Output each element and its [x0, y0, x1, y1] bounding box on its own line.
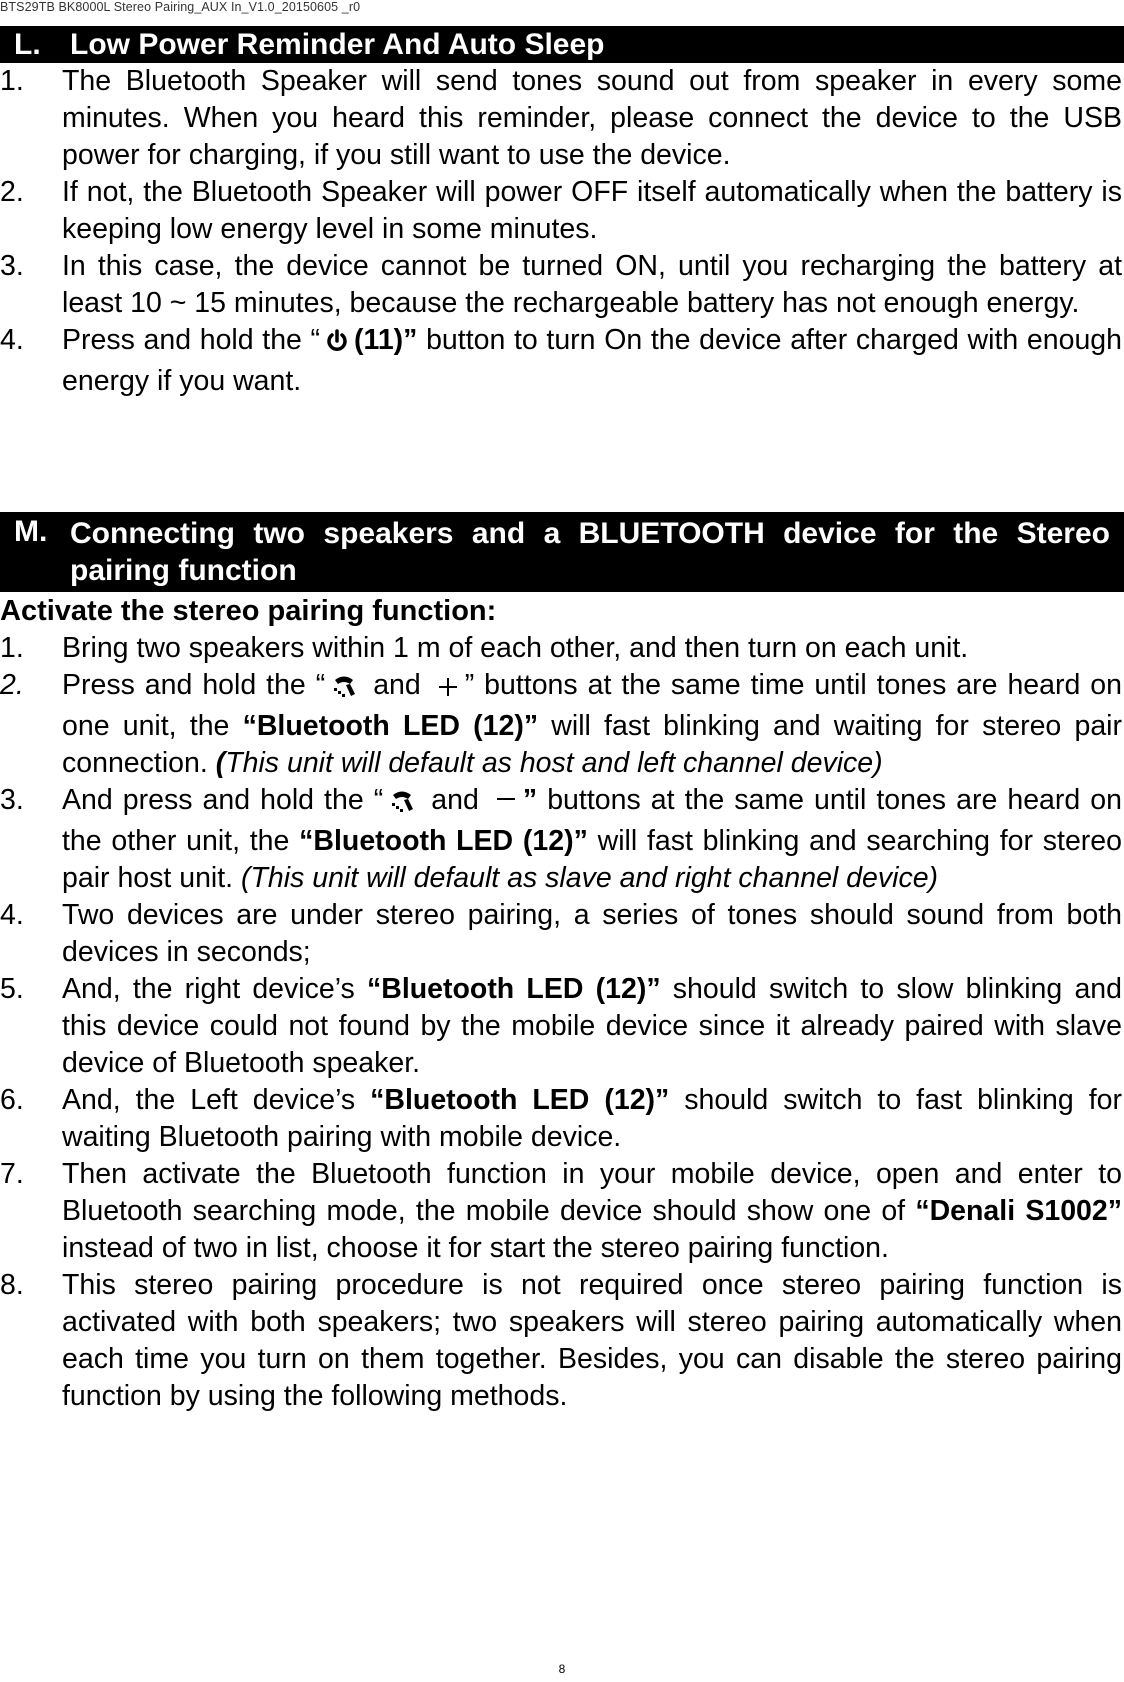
- list-item: 2. Press and hold the “ and ” buttons at the same time until tones are heard on one unit, the “Bluetooth LED (12)” will fast blinking and waiting for stereo pair connection. (This unit will default as host and left channel device): [0, 669, 1122, 779]
- page-number: 8: [558, 1662, 566, 1676]
- phone-icon: [389, 786, 415, 823]
- section-l-title: Low Power Reminder And Auto Sleep: [70, 28, 605, 61]
- section-m-heading: [0, 512, 1124, 592]
- list-item: 7. Then activate the Bluetooth function in your mobile device, open and enter to Bluetooth searching mode, the mobile device should show one of “Denali S1002” instead of two in list, choose it for start the stereo pairing function.: [0, 1158, 1122, 1264]
- list-item: 8. This stereo pairing procedure is not required once stereo pairing function is activated with both speakers; two speakers will stereo pairing automatically when each time you turn on them together. Besides, you can disable the stereo pairing function by using the following methods.: [0, 1269, 1122, 1412]
- minus-icon: [495, 786, 517, 823]
- phone-icon: [331, 671, 357, 708]
- section-m-title: Connecting two speakers and a BLUETOOTH device for the Stereo pairing function: [70, 517, 1110, 587]
- section-l-list: [0, 63, 1124, 400]
- power-icon: [326, 326, 348, 363]
- document-header: BTS29TB BK8000L Stereo Pairing_AUX In_V1.0_20150605 _r0: [0, 0, 361, 14]
- plus-icon: [437, 671, 459, 708]
- list-item: 3. In this case, the device cannot be turned ON, until you recharging the battery at least 10 ~ 15 minutes, because the rechargeable battery has not enough energy.: [0, 250, 1122, 319]
- list-item: 1. Bring two speakers within 1 m of each other, and then turn on each unit.: [0, 632, 969, 664]
- list-item: 6. And, the Left device’s “Bluetooth LED (12)” should switch to fast blinking for waiting Bluetooth pairing with mobile device.: [0, 1084, 1122, 1153]
- list-item: 2. If not, the Bluetooth Speaker will power OFF itself automatically when the battery is keeping low energy level in some minutes.: [0, 176, 1122, 245]
- section-l-letter: L.: [14, 28, 41, 61]
- list-item: 1. The Bluetooth Speaker will send tones sound out from speaker in every some minutes. When you heard this reminder, please connect the device to the USB power for charging, if you still want to use the device.: [0, 65, 1122, 171]
- list-item: 4. Two devices are under stereo pairing, a series of tones should sound from both devices in seconds;: [0, 899, 1122, 968]
- section-m-list: [0, 630, 1124, 1415]
- subheading: Activate the stereo pairing function:: [0, 595, 497, 627]
- list-item: 4. Press and hold the “ (11)” button to turn On the device after charged with enough energy if you want.: [0, 324, 1122, 397]
- section-m-letter: M.: [14, 515, 48, 548]
- list-item: 5. And, the right device’s “Bluetooth LED (12)” should switch to slow blinking and this device could not found by the mobile device since it already paired with slave device of Bluetooth speaker.: [0, 973, 1122, 1079]
- section-l-heading: [0, 26, 1124, 63]
- list-item: 3. And press and hold the “ and ” buttons at the same until tones are heard on the other unit, the “Bluetooth LED (12)” will fast blinking and searching for stereo pair host unit. (This unit will default as slave and right channel device): [0, 784, 1123, 894]
